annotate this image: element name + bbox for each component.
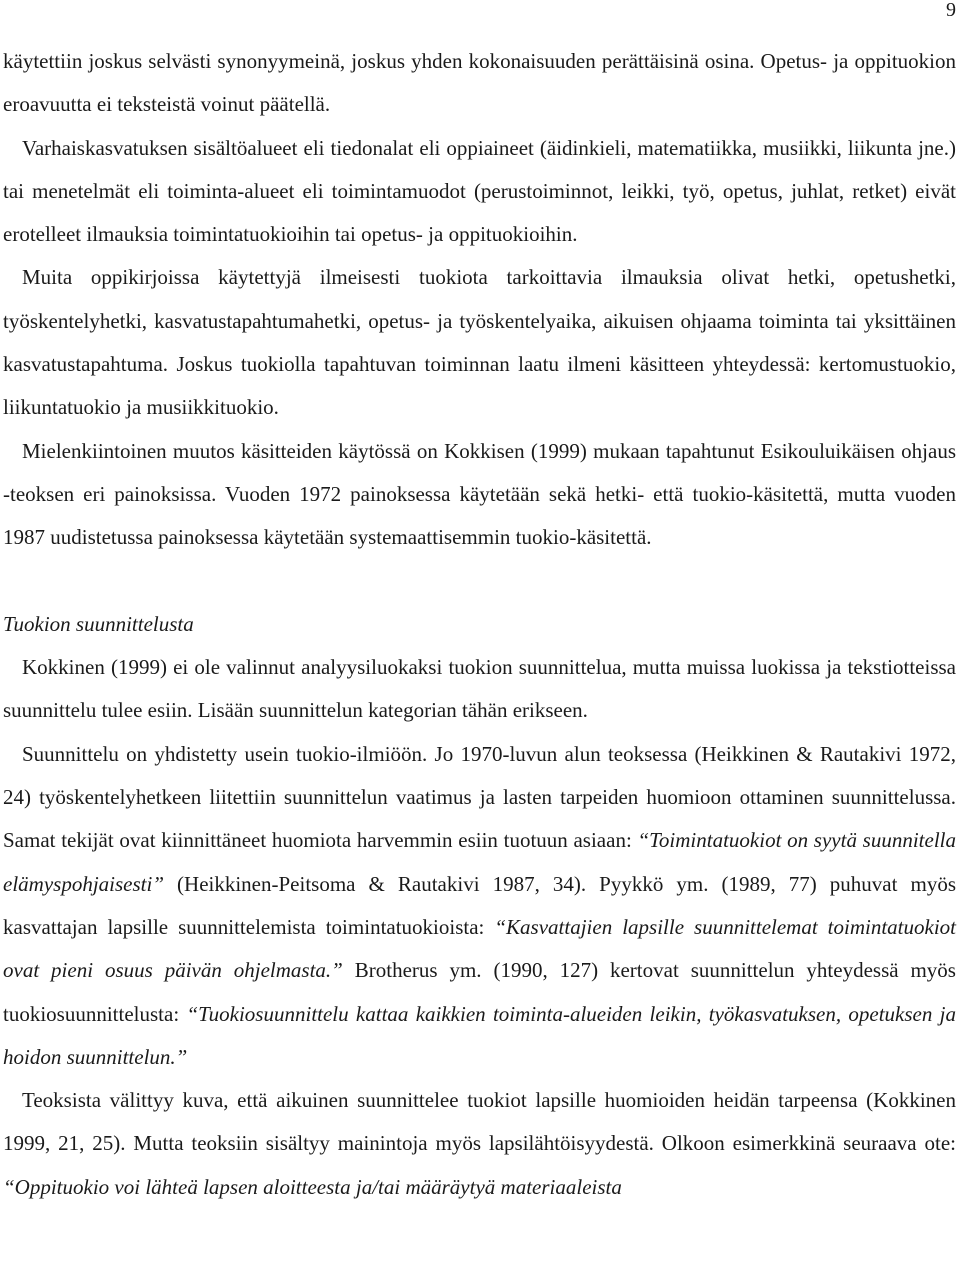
paragraph-text: Teoksista välittyy kuva, että aikuinen suunnittelee tuokiot lapsille huomioiden heidän tarpeensa (Kokkinen 1999, 21, 25). Mutta teoksiin sisältyy mainintoja myös lapsilähtöisyydestä. Olkoon esimerkkinä seuraava ote: xyxy=(3,1088,956,1156)
paragraph-text: Brotherus ym. (1990, 127) kertovat suunnittelun yhteydessä myös tuokiosuunnittelusta: xyxy=(3,958,956,1026)
paragraph-3: Muita oppikirjoissa käytettyjä ilmeisesti tuokiota tarkoittavia ilmauksia olivat hetki, opetushetki, työskentelyhetki, kasvatustapahtumahetki, opetus- ja työskentelyaika, aikuisen ohjaama toiminta tai yksittäinen kasvatustapahtuma. Joskus tuokiolla tapahtuvan toiminnan laatu ilmeni käsitteen yhteydessä: kertomustuokio, liikuntatuokio ja musiikkituokio. xyxy=(3,265,956,420)
document-body xyxy=(3,40,956,1209)
paragraph-2: Varhaiskasvatuksen sisältöalueet eli tiedonalat eli oppiaineet (äidinkieli, matematiikka, musiikki, liikunta jne.) tai menetelmät eli toiminta-alueet eli toimintamuodot (perustoiminnot, leikki, työ, opetus, juhlat, retket) eivät erotelleet ilmauksia toimintatuokioihin tai opetus- ja oppituokioihin. xyxy=(3,135,956,247)
paragraph-4: Mielenkiintoinen muutos käsitteiden käytössä on Kokkisen (1999) mukaan tapahtunut Esikouluikäisen ohjaus -teoksen eri painoksissa. Vuoden 1972 painoksessa käytetään sekä hetki- että tuokio-käsitettä, mutta vuoden 1987 uudistetussa painoksessa käytetään systemaattisemmin tuokio-käsitettä. xyxy=(3,438,956,550)
section-paragraph-2 xyxy=(3,733,956,1079)
section-paragraph-3 xyxy=(3,1079,956,1209)
page-number: 9 xyxy=(946,0,956,21)
quote-2: “Kasvattajien lapsille suunnittelemat toimintatuokiot ovat pieni osuus päivän ohjelmasta.” xyxy=(3,914,956,983)
paragraph-1: käytettiin joskus selvästi synonyymeinä, joskus yhden kokonaisuuden perättäisinä osina. Opetus- ja oppituokion eroavuutta ei teksteistä voinut päätellä. xyxy=(3,49,956,117)
section-heading: Tuokion suunnittelusta xyxy=(3,611,194,636)
quote-3: “Tuokiosuunnittelu kattaa kaikkien toiminta-alueiden leikin, työkasvatuksen, opetuksen ja hoidon suunnittelun.” xyxy=(3,1001,956,1069)
quote-1: “Toimintatuokiot on syytä suunnitella elämyspohjaisesti” xyxy=(3,828,956,896)
quote-4: “Oppituokio voi lähteä lapsen aloitteesta ja/tai määräytyä materiaaleista xyxy=(3,1174,622,1199)
paragraph-text: Suunnittelu on yhdistetty usein tuokio-ilmiöön. Jo 1970-luvun alun teoksessa (Heikkinen & Rautakivi 1972, 24) työskentelyhetkeen liitettiin suunnittelun vaatimus ja lasten tarpeiden huomioon ottaminen suunnittelussa. Samat tekijät ovat kiinnittäneet huomiota harvemmin esiin tuotuun asiaan: xyxy=(3,741,956,853)
section-paragraph-1: Kokkinen (1999) ei ole valinnut analyysiluokaksi tuokion suunnittelua, mutta muissa luokissa ja tekstiotteissa suunnittelu tulee esiin. Lisään suunnittelun kategorian tähän erikseen. xyxy=(3,655,956,723)
paragraph-text: (Heikkinen-Peitsoma & Rautakivi 1987, 34). Pyykkö ym. (1989, 77) puhuvat myös kasvattajan lapsille suunnittelemista toimintatuokioista: xyxy=(3,871,956,939)
